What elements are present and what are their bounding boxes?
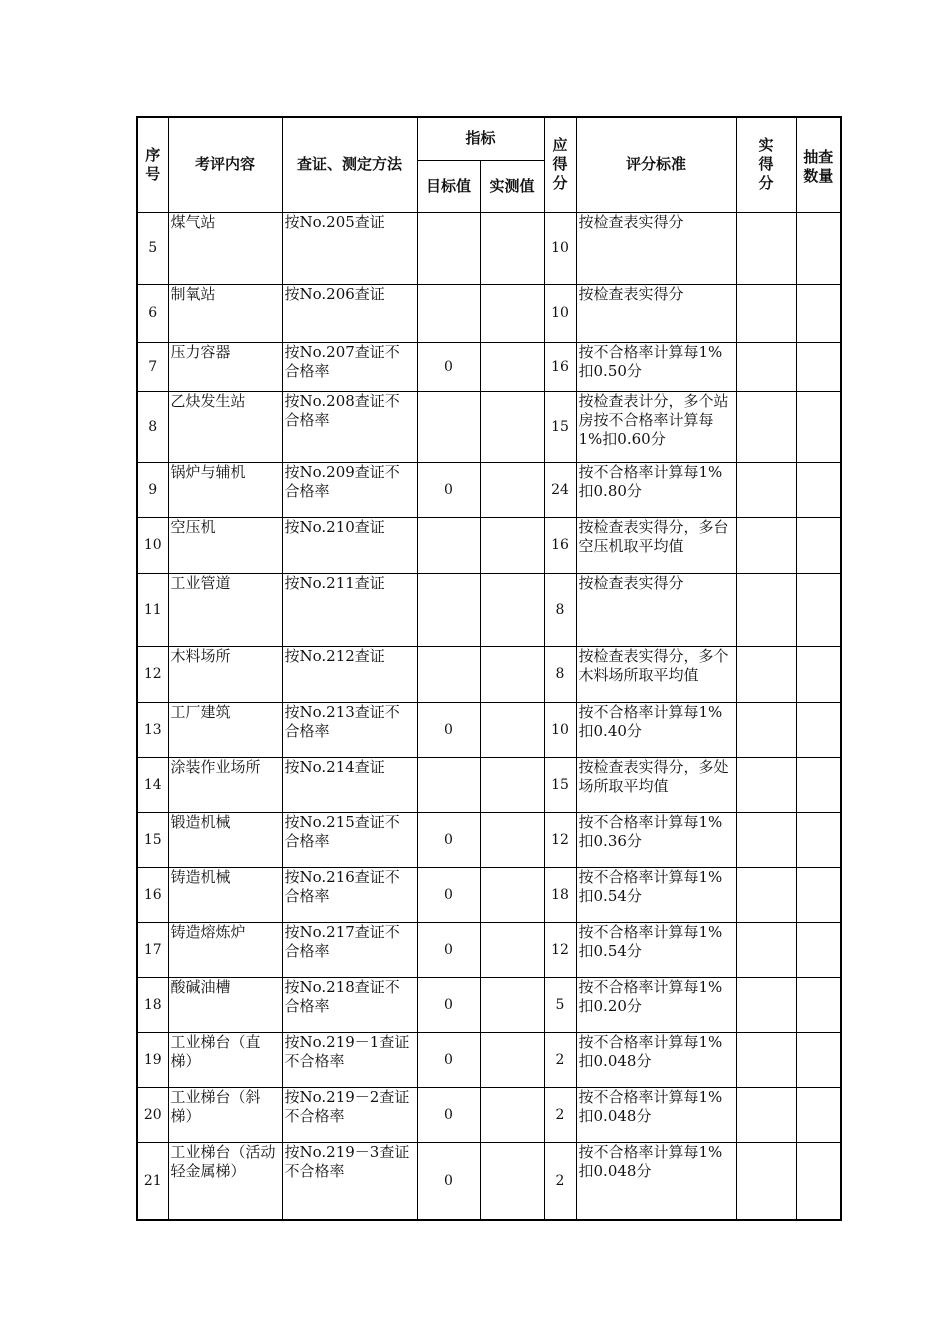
cell-target: 0 bbox=[417, 702, 480, 757]
cell-criteria: 按不合格率计算每1%扣0.54分 bbox=[576, 867, 736, 922]
cell-should-score: 12 bbox=[544, 812, 576, 867]
cell-method: 按No.214查证 bbox=[282, 757, 417, 812]
cell-target: 0 bbox=[417, 1142, 480, 1220]
cell-sample-count bbox=[796, 1142, 841, 1220]
cell-seq: 12 bbox=[137, 646, 168, 702]
cell-should-score: 16 bbox=[544, 342, 576, 391]
cell-criteria: 按不合格率计算每1%扣0.36分 bbox=[576, 812, 736, 867]
cell-content: 工业梯台（活动轻金属梯） bbox=[168, 1142, 282, 1220]
cell-actual-score bbox=[736, 1087, 796, 1142]
cell-seq: 8 bbox=[137, 391, 168, 462]
cell-sample-count bbox=[796, 1032, 841, 1087]
table-body bbox=[137, 212, 841, 1220]
cell-measured bbox=[480, 702, 544, 757]
cell-target: 0 bbox=[417, 462, 480, 517]
table-row bbox=[137, 812, 841, 867]
cell-content: 工业梯台（直梯） bbox=[168, 1032, 282, 1087]
table-row bbox=[137, 757, 841, 812]
cell-measured bbox=[480, 646, 544, 702]
cell-target: 0 bbox=[417, 977, 480, 1032]
cell-actual-score bbox=[736, 977, 796, 1032]
cell-should-score: 24 bbox=[544, 462, 576, 517]
evaluation-table bbox=[136, 116, 842, 1221]
table-row bbox=[137, 702, 841, 757]
cell-actual-score bbox=[736, 391, 796, 462]
cell-actual-score bbox=[736, 517, 796, 573]
table-row bbox=[137, 284, 841, 342]
cell-actual-score bbox=[736, 646, 796, 702]
cell-sample-count bbox=[796, 812, 841, 867]
cell-should-score: 10 bbox=[544, 702, 576, 757]
cell-sample-count bbox=[796, 646, 841, 702]
cell-method: 按No.212查证 bbox=[282, 646, 417, 702]
cell-seq: 10 bbox=[137, 517, 168, 573]
cell-method: 按No.207查证不合格率 bbox=[282, 342, 417, 391]
cell-sample-count bbox=[796, 702, 841, 757]
cell-criteria: 按不合格率计算每1%扣0.80分 bbox=[576, 462, 736, 517]
cell-method: 按No.219－1查证不合格率 bbox=[282, 1032, 417, 1087]
cell-measured bbox=[480, 342, 544, 391]
cell-content: 锻造机械 bbox=[168, 812, 282, 867]
cell-content: 工厂建筑 bbox=[168, 702, 282, 757]
cell-actual-score bbox=[736, 812, 796, 867]
cell-target: 0 bbox=[417, 812, 480, 867]
cell-method: 按No.215查证不合格率 bbox=[282, 812, 417, 867]
cell-criteria: 按检查表实得分 bbox=[576, 573, 736, 646]
cell-method: 按No.219－3查证不合格率 bbox=[282, 1142, 417, 1220]
cell-sample-count bbox=[796, 867, 841, 922]
cell-seq: 16 bbox=[137, 867, 168, 922]
cell-method: 按No.216查证不合格率 bbox=[282, 867, 417, 922]
header-should-score: 应 得 分 bbox=[544, 117, 576, 212]
cell-actual-score bbox=[736, 702, 796, 757]
cell-content: 木料场所 bbox=[168, 646, 282, 702]
cell-should-score: 10 bbox=[544, 212, 576, 284]
cell-sample-count bbox=[796, 977, 841, 1032]
cell-criteria: 按不合格率计算每1%扣0.048分 bbox=[576, 1032, 736, 1087]
header-indicator: 指标 bbox=[417, 117, 544, 160]
cell-target: 0 bbox=[417, 1032, 480, 1087]
cell-seq: 18 bbox=[137, 977, 168, 1032]
cell-target bbox=[417, 646, 480, 702]
table-row bbox=[137, 212, 841, 284]
header-measured: 实测值 bbox=[480, 160, 544, 212]
cell-sample-count bbox=[796, 391, 841, 462]
cell-criteria: 按检查表实得分 bbox=[576, 284, 736, 342]
cell-actual-score bbox=[736, 757, 796, 812]
cell-target bbox=[417, 391, 480, 462]
cell-target: 0 bbox=[417, 1087, 480, 1142]
cell-should-score: 8 bbox=[544, 573, 576, 646]
cell-target bbox=[417, 284, 480, 342]
cell-criteria: 按不合格率计算每1%扣0.50分 bbox=[576, 342, 736, 391]
header-seq: 序 号 bbox=[137, 117, 168, 212]
cell-seq: 13 bbox=[137, 702, 168, 757]
cell-actual-score bbox=[736, 1142, 796, 1220]
cell-content: 酸碱油槽 bbox=[168, 977, 282, 1032]
cell-criteria: 按检查表计分，多个站房按不合格率计算每1%扣0.60分 bbox=[576, 391, 736, 462]
cell-seq: 5 bbox=[137, 212, 168, 284]
cell-method: 按No.206查证 bbox=[282, 284, 417, 342]
cell-actual-score bbox=[736, 212, 796, 284]
cell-method: 按No.219－2查证不合格率 bbox=[282, 1087, 417, 1142]
table-row bbox=[137, 1087, 841, 1142]
cell-should-score: 10 bbox=[544, 284, 576, 342]
cell-seq: 6 bbox=[137, 284, 168, 342]
cell-should-score: 15 bbox=[544, 757, 576, 812]
header-method: 查证、测定方法 bbox=[282, 117, 417, 212]
cell-method: 按No.208查证不合格率 bbox=[282, 391, 417, 462]
cell-target bbox=[417, 573, 480, 646]
cell-seq: 9 bbox=[137, 462, 168, 517]
cell-measured bbox=[480, 391, 544, 462]
cell-content: 工业管道 bbox=[168, 573, 282, 646]
cell-should-score: 2 bbox=[544, 1032, 576, 1087]
cell-criteria: 按检查表实得分，多处场所取平均值 bbox=[576, 757, 736, 812]
table-row bbox=[137, 646, 841, 702]
cell-seq: 19 bbox=[137, 1032, 168, 1087]
cell-sample-count bbox=[796, 462, 841, 517]
cell-seq: 20 bbox=[137, 1087, 168, 1142]
cell-should-score: 2 bbox=[544, 1087, 576, 1142]
cell-measured bbox=[480, 867, 544, 922]
cell-target bbox=[417, 517, 480, 573]
table-row bbox=[137, 342, 841, 391]
cell-should-score: 16 bbox=[544, 517, 576, 573]
cell-actual-score bbox=[736, 573, 796, 646]
cell-seq: 14 bbox=[137, 757, 168, 812]
cell-actual-score bbox=[736, 1032, 796, 1087]
table-row bbox=[137, 922, 841, 977]
cell-target: 0 bbox=[417, 342, 480, 391]
cell-content: 涂装作业场所 bbox=[168, 757, 282, 812]
cell-sample-count bbox=[796, 212, 841, 284]
cell-criteria: 按不合格率计算每1%扣0.54分 bbox=[576, 922, 736, 977]
cell-seq: 21 bbox=[137, 1142, 168, 1220]
cell-criteria: 按不合格率计算每1%扣0.40分 bbox=[576, 702, 736, 757]
cell-sample-count bbox=[796, 573, 841, 646]
header-content: 考评内容 bbox=[168, 117, 282, 212]
cell-measured bbox=[480, 977, 544, 1032]
cell-measured bbox=[480, 573, 544, 646]
cell-measured bbox=[480, 284, 544, 342]
cell-method: 按No.210查证 bbox=[282, 517, 417, 573]
table-row bbox=[137, 1142, 841, 1220]
cell-method: 按No.218查证不合格率 bbox=[282, 977, 417, 1032]
cell-measured bbox=[480, 922, 544, 977]
cell-seq: 17 bbox=[137, 922, 168, 977]
cell-measured bbox=[480, 757, 544, 812]
cell-sample-count bbox=[796, 1087, 841, 1142]
cell-criteria: 按检查表实得分 bbox=[576, 212, 736, 284]
header-target: 目标值 bbox=[417, 160, 480, 212]
cell-should-score: 12 bbox=[544, 922, 576, 977]
cell-criteria: 按不合格率计算每1%扣0.048分 bbox=[576, 1142, 736, 1220]
cell-content: 工业梯台（斜梯） bbox=[168, 1087, 282, 1142]
table-header bbox=[137, 117, 841, 212]
cell-sample-count bbox=[796, 342, 841, 391]
header-criteria: 评分标准 bbox=[576, 117, 736, 212]
cell-actual-score bbox=[736, 462, 796, 517]
cell-content: 铸造熔炼炉 bbox=[168, 922, 282, 977]
cell-measured bbox=[480, 212, 544, 284]
cell-should-score: 2 bbox=[544, 1142, 576, 1220]
cell-seq: 7 bbox=[137, 342, 168, 391]
table-row bbox=[137, 517, 841, 573]
table-row bbox=[137, 573, 841, 646]
cell-content: 制氧站 bbox=[168, 284, 282, 342]
table-row bbox=[137, 867, 841, 922]
cell-method: 按No.213查证不合格率 bbox=[282, 702, 417, 757]
cell-sample-count bbox=[796, 922, 841, 977]
cell-measured bbox=[480, 517, 544, 573]
table-row bbox=[137, 462, 841, 517]
cell-should-score: 8 bbox=[544, 646, 576, 702]
cell-measured bbox=[480, 812, 544, 867]
cell-measured bbox=[480, 1032, 544, 1087]
header-sample-count: 抽查 数量 bbox=[796, 117, 841, 212]
cell-measured bbox=[480, 1142, 544, 1220]
cell-method: 按No.217查证不合格率 bbox=[282, 922, 417, 977]
cell-criteria: 按检查表实得分，多个木料场所取平均值 bbox=[576, 646, 736, 702]
cell-method: 按No.211查证 bbox=[282, 573, 417, 646]
cell-should-score: 15 bbox=[544, 391, 576, 462]
cell-criteria: 按不合格率计算每1%扣0.048分 bbox=[576, 1087, 736, 1142]
cell-content: 压力容器 bbox=[168, 342, 282, 391]
cell-sample-count bbox=[796, 517, 841, 573]
cell-should-score: 5 bbox=[544, 977, 576, 1032]
table-row bbox=[137, 1032, 841, 1087]
cell-actual-score bbox=[736, 284, 796, 342]
cell-target bbox=[417, 757, 480, 812]
cell-target: 0 bbox=[417, 922, 480, 977]
cell-content: 铸造机械 bbox=[168, 867, 282, 922]
cell-seq: 11 bbox=[137, 573, 168, 646]
cell-target: 0 bbox=[417, 867, 480, 922]
cell-content: 锅炉与辅机 bbox=[168, 462, 282, 517]
table-row bbox=[137, 391, 841, 462]
cell-content: 空压机 bbox=[168, 517, 282, 573]
cell-seq: 15 bbox=[137, 812, 168, 867]
cell-sample-count bbox=[796, 284, 841, 342]
cell-content: 乙炔发生站 bbox=[168, 391, 282, 462]
cell-sample-count bbox=[796, 757, 841, 812]
cell-method: 按No.205查证 bbox=[282, 212, 417, 284]
cell-target bbox=[417, 212, 480, 284]
header-actual-score: 实 得 分 bbox=[736, 117, 796, 212]
table-row bbox=[137, 977, 841, 1032]
cell-criteria: 按检查表实得分，多台空压机取平均值 bbox=[576, 517, 736, 573]
cell-actual-score bbox=[736, 342, 796, 391]
cell-method: 按No.209查证不合格率 bbox=[282, 462, 417, 517]
cell-measured bbox=[480, 462, 544, 517]
cell-actual-score bbox=[736, 922, 796, 977]
cell-criteria: 按不合格率计算每1%扣0.20分 bbox=[576, 977, 736, 1032]
cell-measured bbox=[480, 1087, 544, 1142]
cell-actual-score bbox=[736, 867, 796, 922]
cell-should-score: 18 bbox=[544, 867, 576, 922]
cell-content: 煤气站 bbox=[168, 212, 282, 284]
